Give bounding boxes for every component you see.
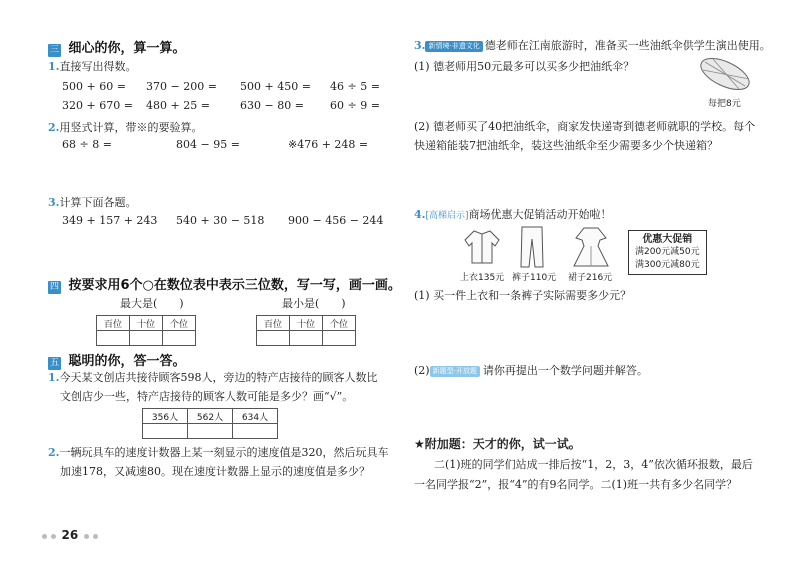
q2-item: 68 ÷ 8 = [62,138,112,151]
bonus-title: ★附加题：天才的你，试一试。 [414,437,581,451]
q1-item: 630 − 80 = [240,99,304,112]
pants-icon [518,225,546,269]
new-context-tag: 新情境·非遗文化 [425,41,482,52]
promo-line: 满300元减80元 [635,260,700,270]
r-q3-prompt [414,37,771,53]
skirt-caption: 裙子216元 [568,273,613,283]
open-question-tag: 新题型·开放题 [430,366,480,377]
min-label: 最小是( ) [282,297,346,310]
question-number: 2. [48,121,60,134]
question-text: 直接写出得数。 [59,60,137,73]
q1-item: 370 − 200 = [146,80,217,93]
q3-item: 540 + 30 − 518 [176,214,265,227]
section-title: 聪明的你，答一答。 [68,354,186,369]
header-tens: 十位 [130,316,163,331]
question-number: 3. [414,39,426,52]
option-label: 634人 [233,409,278,424]
question-text: 一辆玩具车的速度计数器上某一刻显示的速度值是320，然后玩具车 [59,446,389,459]
jacket-icon [462,228,502,266]
r-q3-sub2: 快递箱能装7把油纸伞，装这些油纸伞至少需要多少个快递箱？ [414,139,718,152]
cell [290,331,323,346]
option-label: 356人 [143,409,188,424]
question-text: 今天某文创店共接待顾客598人，旁边的特产店接待的顾客人数比 [59,371,378,384]
dot-icon [51,534,56,539]
question-text: 计算下面各题。 [59,196,137,209]
question-text: 德老师在江南旅游时，准备买一些油纸伞供学生演出使用。 [484,39,771,52]
header-tens: 十位 [290,316,323,331]
question-text: 商场优惠大促销活动开始啦！ [468,208,612,221]
q5-1-line [48,369,377,385]
question-text: 用竖式计算，带※的要验算。 [59,121,203,134]
q1-item: 320 + 670 = [62,99,133,112]
r-q4-sub1: (1) 买一件上衣和一条裤子实际需要多少元？ [414,289,632,302]
question-text: 请你再提出一个数学问题并解答。 [482,364,648,377]
umbrella-caption: 每把8元 [708,99,741,109]
jacket-caption: 上衣135元 [460,273,505,283]
checkbox-cell[interactable] [233,424,278,439]
question-number: 1. [48,371,60,384]
question-number: 3. [48,196,60,209]
question-number: 2. [48,446,60,459]
place-value-table-max [96,315,196,346]
cell [130,331,163,346]
question-number: 1. [48,60,60,73]
dot-icon [93,534,98,539]
header-hundreds: 百位 [97,316,130,331]
q2-item: ※476 + 248 = [288,138,369,151]
question-3-prompt [48,194,136,210]
question-number: 4. [414,208,426,221]
promo-line: 满200元减50元 [635,247,700,257]
bonus-line: 一名同学报“2”，报“4”的有9名同学。二(1)班一共有多少名同学？ [414,478,738,491]
header-ones: 个位 [323,316,356,331]
checkbox-cell[interactable] [188,424,233,439]
section-badge: 五 [49,358,59,368]
q3-item: 900 − 456 − 244 [288,214,384,227]
section-badge: 四 [49,282,59,292]
umbrella-icon [695,54,755,94]
place-value-table-min [256,315,356,346]
cell [97,331,130,346]
sub-number: (2) [414,364,430,377]
max-label: 最大是( ) [120,297,184,310]
section-3-heading [48,37,186,57]
promo-box [628,230,707,275]
q1-item: 500 + 450 = [240,80,311,93]
q1-item: 60 ÷ 9 = [330,99,380,112]
source-tag: [高梯启示] [425,211,469,221]
question-2-prompt [48,119,202,135]
r-q3-sub1: (1) 德老师用50元最多可以买多少把油纸伞？ [414,60,635,73]
question-1-prompt [48,58,136,74]
page-number-area [40,528,100,542]
option-label: 562人 [188,409,233,424]
q2-item: 804 − 95 = [176,138,240,151]
dot-icon [84,534,89,539]
section-title: 按要求用6个○在数位表中表示三位数，写一写，画一画。 [68,278,401,293]
dot-icon [42,534,47,539]
section-5-heading [48,350,186,370]
section-title: 细心的你，算一算。 [68,41,186,56]
skirt-icon [572,226,610,268]
page-number: 26 [61,528,79,542]
section-4-heading [48,274,401,294]
q1-item: 480 + 25 = [146,99,210,112]
cell [323,331,356,346]
q5-1-line: 文创店少一些，特产店接待的顾客人数可能是多少？画“√”。 [60,390,354,403]
r-q4-sub2 [414,362,648,378]
bonus-line: 二(1)班的同学们站成一排后按“1，2，3，4”依次循环报数，最后 [434,458,753,471]
r-q4-prompt [414,206,612,222]
q5-2-line: 加速178，又减速80。现在速度计数器上显示的速度值是多少？ [60,465,370,478]
cell [163,331,196,346]
section-badge: 三 [49,45,59,55]
promo-title: 优惠大促销 [642,234,693,245]
option-table [142,408,278,439]
checkbox-cell[interactable] [143,424,188,439]
q1-item: 46 ÷ 5 = [330,80,380,93]
header-ones: 个位 [163,316,196,331]
q5-2-line [48,444,388,460]
r-q3-sub2: (2) 德老师买了40把油纸伞，商家发快递寄到德老师就职的学校。每个 [414,120,756,133]
q1-item: 500 + 60 = [62,80,126,93]
pants-caption: 裤子110元 [512,273,557,283]
q3-item: 349 + 157 + 243 [62,214,158,227]
cell [257,331,290,346]
header-hundreds: 百位 [257,316,290,331]
